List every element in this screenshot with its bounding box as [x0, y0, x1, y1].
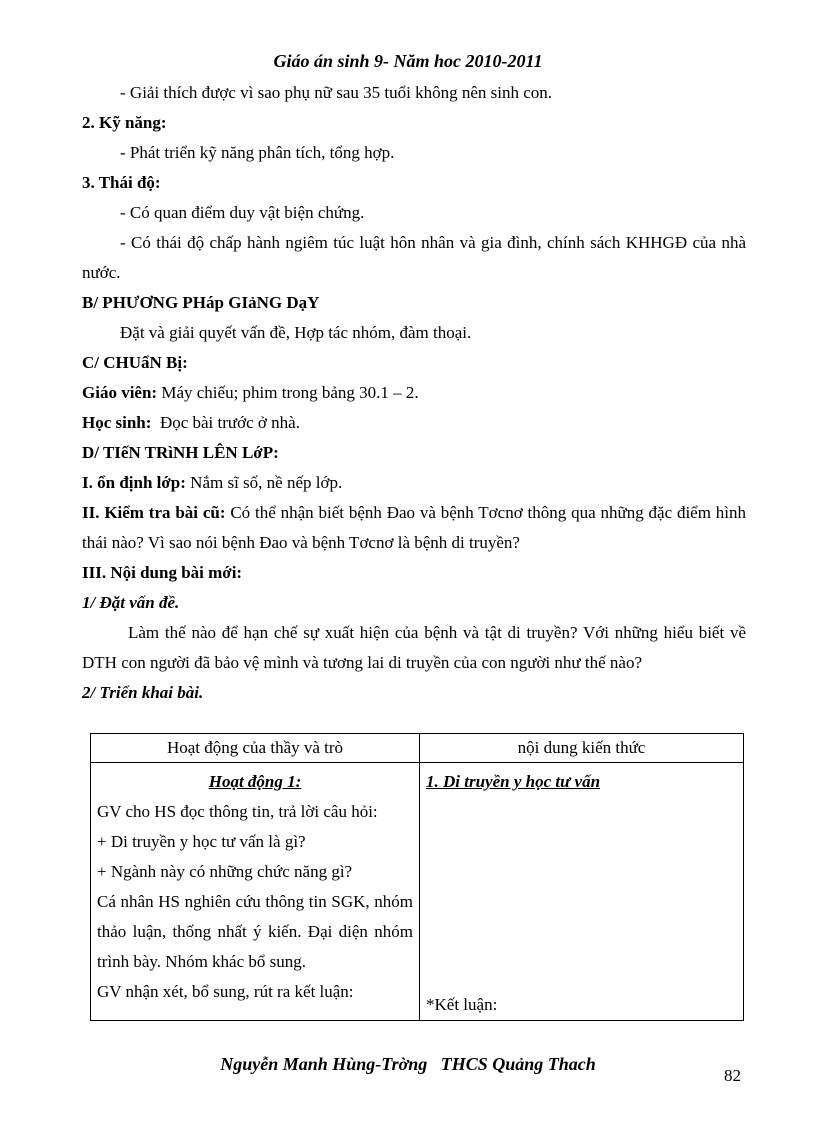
activity-line: GV cho HS đọc thông tin, trả lời câu hỏi:	[97, 802, 378, 821]
lesson-table	[90, 733, 744, 1021]
col-header-activities: Hoạt động của thầy và trò	[91, 734, 420, 763]
problem-paragraph: Làm thế nào để hạn chế sự xuất hiện của bệnh và tật di truyền? Với những hiểu biết về DTH con người đã bảo vệ mình và tương lai di truyền của con người như thế nào?	[82, 623, 746, 672]
conclusion-label: *Kết luận:	[426, 995, 498, 1014]
activity-paragraph: Cá nhân HS nghiên cứu thông tin SGK, nhóm thảo luận, thống nhất ý kiến. Đại diện nhóm trình bày. Nhóm khác bổ sung.	[97, 892, 413, 971]
activity-line: GV nhận xét, bổ sung, rút ra kết luận:	[97, 982, 354, 1001]
old-lesson-check: II. Kiểm tra bài cũ: Có thể nhận biết bệnh Đao và bệnh Tơcnơ thông qua những đặc điểm hình thái nào? Vì sao nói bệnh Đao và bệnh Tơcnơ là bệnh di truyền?	[82, 503, 746, 552]
activity-line: + Di truyền y học tư vấn là gì?	[97, 832, 306, 851]
table-header-row	[91, 734, 744, 763]
activities-cell	[91, 763, 420, 1021]
heading-method: B/ PHƯƠNG PHáp GIảNG DạY	[82, 293, 320, 312]
heading-implementation: 2/ Triển khai bài.	[82, 683, 204, 702]
content-cell	[420, 763, 744, 1021]
heading-procedure: D/ TIếN TRìNH LÊN LớP:	[82, 443, 279, 462]
attitude-line-1: - Có quan điểm duy vật biện chứng.	[120, 203, 365, 222]
method-line: Đặt và giải quyết vấn đề, Hợp tác nhóm, đàm thoại.	[120, 323, 472, 342]
heading-problem: 1/ Đặt vấn đề.	[82, 593, 180, 612]
activity-title: Hoạt động 1:	[208, 772, 302, 791]
heading-preparation: C/ CHUẩN Bị:	[82, 353, 188, 372]
activity-line: + Ngành này có những chức năng gì?	[97, 862, 353, 881]
objective-line: - Giải thích được vì sao phụ nữ sau 35 tuổi không nên sinh con.	[120, 83, 553, 102]
content-title: 1. Di truyền y học tư vấn	[426, 772, 601, 791]
content	[82, 78, 746, 708]
heading-skills: 2. Kỹ năng:	[82, 113, 167, 132]
page-header: Giáo án sinh 9- Năm hoc 2010-2011	[273, 51, 543, 71]
skills-line: - Phát triển kỹ năng phân tích, tổng hợp.	[120, 143, 395, 162]
student-prep: Học sinh: Đọc bài trước ở nhà.	[82, 413, 300, 432]
page-footer: Nguyễn Manh Hùng-Trờng THCS Quảng Thach	[220, 1054, 596, 1074]
class-order: I. ổn định lớp: Nắm sĩ số, nề nếp lớp.	[82, 473, 343, 492]
heading-new-content: III. Nội dung bài mới:	[82, 563, 243, 582]
col-header-content: nội dung kiến thức	[420, 734, 744, 763]
table-row	[91, 763, 744, 1021]
attitude-line-2: - Có thái độ chấp hành ngiêm túc luật hôn nhân và gia đình, chính sách KHHGĐ của nhà nước.	[82, 233, 746, 282]
teacher-prep: Giáo viên: Máy chiếu; phim trong bảng 30.1 – 2.	[82, 383, 419, 402]
heading-attitude: 3. Thái độ:	[82, 173, 161, 192]
page-number: 82	[724, 1066, 741, 1085]
